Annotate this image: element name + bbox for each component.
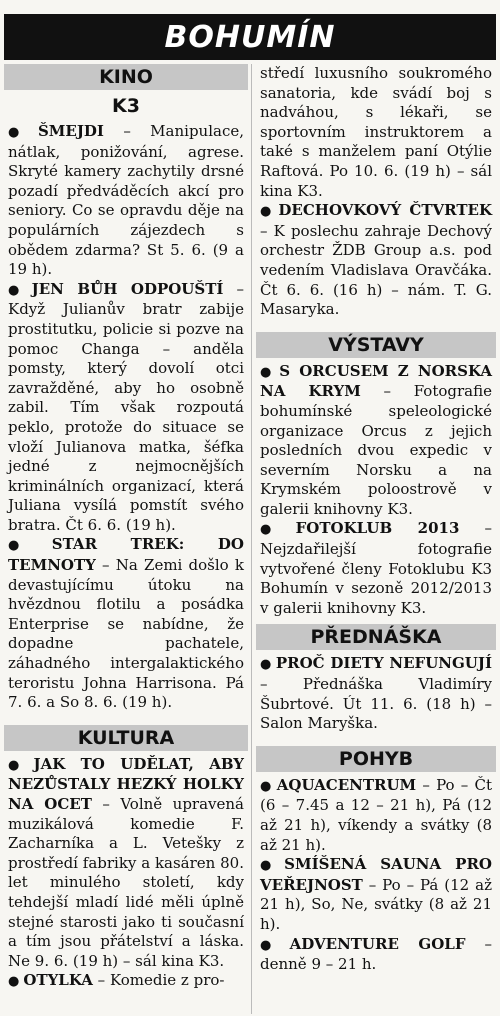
listing-title: DECHOVKOVÝ ČTVRTEK — [278, 201, 493, 220]
listing-text: – denně 9 – 21 h. — [260, 934, 492, 974]
bullet-icon: ● — [260, 937, 286, 953]
bullet-icon: ● — [8, 757, 30, 773]
listing-title: JAK TO UDĚLAT, ABY NEZŮSTALY HEZKÝ HOLKY NA OCET — [8, 754, 244, 813]
column-divider — [251, 64, 252, 1014]
listing-item — [256, 362, 496, 520]
listing-item — [256, 654, 496, 733]
listing-item — [256, 519, 496, 618]
listing-text: – Po – Pá (12 až 21 h), So, Ne, svátky (8 až 21 h). — [260, 875, 492, 933]
spacer — [256, 320, 496, 332]
listing-text: – Přednáška Vladimíry Šubrtové. Út 11. 6. (18 h) – Salon Maryška. — [260, 675, 492, 733]
section-heading-kultura: KULTURA — [4, 725, 248, 751]
bullet-icon: ● — [260, 778, 273, 794]
right-column — [256, 64, 496, 975]
listing-item — [4, 535, 248, 712]
listing-title: FOTOKLUB 2013 — [295, 519, 460, 538]
listing-title: STAR TREK: DO TEMNOTY — [8, 535, 244, 575]
listing-text: – K poslechu zahraje Dechový orchestr ŽDB Group a.s. pod vedením Vladislava Oravčáka. Čt 6. 6. (16 h) – nám. T. G. Masaryka. — [260, 221, 492, 319]
listing-title: S ORCUSEM Z NORSKA NA KRYM — [260, 361, 493, 401]
bullet-icon: ● — [8, 538, 48, 554]
listing-title: ADVENTURE GOLF — [289, 934, 466, 953]
listing-title: PROČ DIETY NEFUNGUJÍ — [275, 654, 492, 673]
bullet-icon: ● — [260, 204, 275, 220]
listing-item — [4, 755, 248, 972]
listing-text: – Když Julianův bratr zabije prostitutku, policie si pozve na pomoc Changa – anděla pomsty, který dovolí otci zavražděné, aby ho osobně zabil. Tím však rozpoutá peklo, protože do situace se vloží Julianova matka, šéfka jedné z nejmocnějších kriminálních organizací, která Juliana vysílá pomstít svého bratra. Čt 6. 6. (19 h). — [8, 279, 244, 534]
continued-text: středí luxusního soukromého sanatoria, kde svádí boj s nadváhou, s lékaři, se sportovním instruktorem a také s manželem paní Otýlie Raftová. Po 10. 6. (19 h) – sál kina K3. — [260, 64, 492, 200]
listing-item — [256, 201, 496, 320]
section-heading-vystavy: VÝSTAVY — [256, 332, 496, 358]
spacer — [4, 713, 248, 725]
bullet-icon: ● — [260, 522, 292, 538]
bullet-icon: ● — [8, 974, 20, 990]
bullet-icon: ● — [8, 125, 34, 140]
masthead-title: BOHUMÍN — [4, 14, 496, 60]
listing-title: JEN BŮH ODPOUŠTÍ — [31, 279, 224, 298]
listing-item — [256, 935, 496, 975]
listing-item — [256, 855, 496, 934]
listing-item — [4, 971, 248, 992]
subheading-k3: K3 — [112, 95, 140, 117]
spacer — [256, 734, 496, 746]
bullet-icon: ● — [260, 364, 276, 380]
listing-item — [256, 776, 496, 855]
listing-text: – Na Zemi došlo k devastujícímu útoku na hvězdnou flotilu a posádka Enterprise se nabídne, že dopadne pachatele, záhadného intergalaktického teroristu Johna Harrisona. Pá 7. 6. a So 8. 6. (19 h). — [8, 556, 244, 712]
listing-title: SMÍŠENÁ SAUNA PRO VEŘEJNOST — [260, 855, 492, 894]
bullet-icon: ● — [260, 657, 272, 673]
left-column — [4, 64, 248, 992]
section-heading-kino: KINO — [4, 64, 248, 90]
listing-item — [4, 122, 248, 280]
bullet-icon: ● — [260, 858, 281, 874]
listing-text: – Fotografie bohumínské speleologické organizace Orcus z jejich posledních dvou expedic v severním Norsku a na Krymském poloostrově v galerii knihovny K3. — [260, 382, 492, 518]
listing-text: – Volně upravená muzikálová komedie F. Zacharníka a L. Vetešky z prostředí fabriky a kasáren 80. let minulého století, kdy tehdejší mladí lidé měli úplně stejné starosti jako ti současní a tím jsou přátelství a láska. Ne 9. 6. (19 h) – sál kina K3. — [8, 795, 244, 970]
listing-title: OTYLKA — [23, 971, 93, 990]
listing-text: – Komedie z pro- — [92, 971, 225, 990]
section-heading-pohyb: POHYB — [256, 746, 496, 772]
listing-text: – Manipulace, nátlak, ponižování, agrese. Skryté kamery zachytily drsné pozadí předváděcích akcí pro seniory. Co se opravdu děje na populárních zájezdech s obědem zdarma? St 5. 6. (9 a 19 h). — [8, 122, 244, 279]
bullet-icon: ● — [8, 282, 28, 298]
listing-title: ŠMEJDI — [37, 122, 104, 140]
listing-title: AQUACENTRUM — [276, 775, 417, 794]
listing-text: – Nejzdařilejší fotografie vytvořené členy Fotoklubu K3 Bohumín v sezoně 2012/2013 v galerii knihovny K3. — [260, 519, 492, 617]
section-heading-prednaska: PŘEDNÁŠKA — [256, 624, 496, 650]
listing-text: – Po – Čt (6 – 7.45 a 12 – 21 h), Pá (12 až 21 h), víkendy a svátky (8 až 21 h). — [260, 775, 493, 854]
listing-item — [4, 280, 248, 536]
